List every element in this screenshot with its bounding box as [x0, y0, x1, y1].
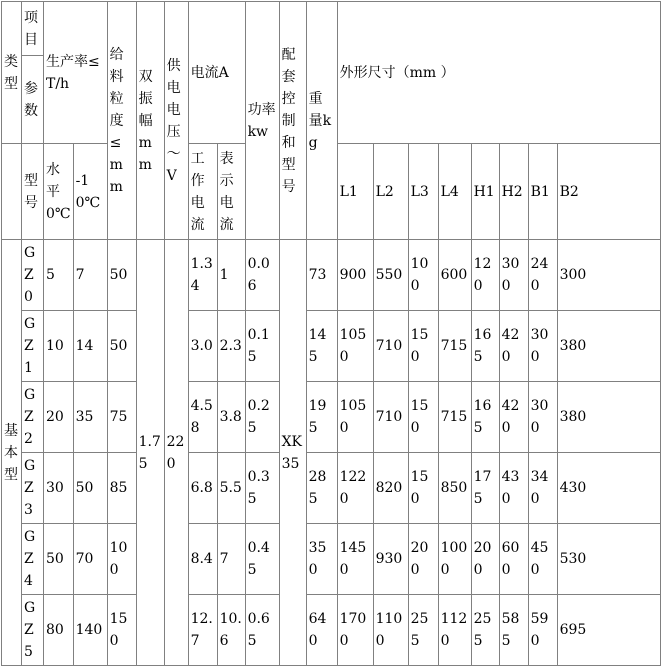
B1-cell: 590: [528, 595, 557, 666]
weight-cell: 285: [306, 453, 337, 524]
power-cell: 0.45: [245, 524, 279, 595]
H2-cell: 420: [499, 382, 528, 453]
H2-cell: 300: [499, 240, 528, 311]
meter-current-cell: 3.8: [217, 382, 245, 453]
L1-cell: 1700: [337, 595, 373, 666]
group-label: 基本型: [2, 240, 22, 666]
L3-cell: 200: [408, 524, 438, 595]
model-cell: GZ5: [22, 595, 44, 666]
granularity-cell: 150: [107, 595, 136, 666]
spec-table: [1, 1, 661, 666]
capacity-minus10c: 50: [73, 453, 107, 524]
granularity-cell: 75: [107, 382, 136, 453]
L3-cell: 150: [408, 311, 438, 382]
B1-cell: 340: [528, 453, 557, 524]
amplitude-header: 双振幅mm: [136, 2, 164, 240]
capacity-header: 生产率≤T/h: [44, 2, 108, 144]
model-cell: GZ2: [22, 382, 44, 453]
dim-col-L4: L4: [438, 144, 471, 240]
work-current-cell: 8.4: [188, 524, 217, 595]
H2-cell: 585: [499, 595, 528, 666]
H2-cell: 420: [499, 311, 528, 382]
dim-col-L3: L3: [408, 144, 438, 240]
H2-cell: 430: [499, 453, 528, 524]
amplitude-cell: 1.75: [136, 240, 164, 666]
capacity-minus10c: 140: [73, 595, 107, 666]
capacity-minus10c: 35: [73, 382, 107, 453]
L2-cell: 820: [373, 453, 408, 524]
meter-current-cell: 10.6: [217, 595, 245, 666]
H2-cell: 600: [499, 524, 528, 595]
work-current-cell: 4.58: [188, 382, 217, 453]
B2-cell: 530: [557, 524, 660, 595]
voltage-header: 供电 电压～V: [164, 2, 188, 240]
L3-cell: 255: [408, 595, 438, 666]
capacity-0c: 10: [44, 311, 74, 382]
dim-col-H1: H1: [471, 144, 499, 240]
dim-col-B2: B2: [557, 144, 660, 240]
weight-header: 重量kg: [306, 2, 337, 240]
weight-cell: 195: [306, 382, 337, 453]
dimensions-header: 外形尺寸（mm ）: [337, 2, 660, 144]
dim-col-L2: L2: [373, 144, 408, 240]
dim-col-H2: H2: [499, 144, 528, 240]
temp-water-header: 水平0℃: [44, 144, 74, 240]
work-current-header: 工作电流: [188, 144, 217, 240]
B1-cell: 450: [528, 524, 557, 595]
granularity-cell: 50: [107, 240, 136, 311]
model-cell: GZ1: [22, 311, 44, 382]
B1-cell: 300: [528, 311, 557, 382]
capacity-0c: 50: [44, 524, 74, 595]
work-current-cell: 3.0: [188, 311, 217, 382]
meter-current-cell: 7: [217, 524, 245, 595]
capacity-minus10c: 14: [73, 311, 107, 382]
item-header: 项目: [22, 2, 44, 56]
L3-cell: 100: [408, 240, 438, 311]
L4-cell: 600: [438, 240, 471, 311]
B2-cell: 430: [557, 453, 660, 524]
B2-cell: 380: [557, 382, 660, 453]
dim-col-L1: L1: [337, 144, 373, 240]
power-cell: 0.15: [245, 311, 279, 382]
L4-cell: 1120: [438, 595, 471, 666]
meter-current-header: 表示电流: [217, 144, 245, 240]
model-header: 型号: [22, 144, 44, 240]
capacity-minus10c: 70: [73, 524, 107, 595]
type-header: 类型: [2, 2, 22, 144]
capacity-minus10c: 7: [73, 240, 107, 311]
L4-cell: 1000: [438, 524, 471, 595]
B2-cell: 380: [557, 311, 660, 382]
granularity-cell: 85: [107, 453, 136, 524]
model-cell: GZ3: [22, 453, 44, 524]
controller-cell: XK35: [279, 240, 306, 666]
L4-cell: 715: [438, 382, 471, 453]
power-cell: 0.35: [245, 453, 279, 524]
meter-current-cell: 2.3: [217, 311, 245, 382]
L2-cell: 710: [373, 311, 408, 382]
B1-cell: 240: [528, 240, 557, 311]
L1-cell: 1220: [337, 453, 373, 524]
granularity-cell: 50: [107, 311, 136, 382]
work-current-cell: 1.34: [188, 240, 217, 311]
H1-cell: 120: [471, 240, 499, 311]
L4-cell: 850: [438, 453, 471, 524]
power-header: 功率kw: [245, 2, 279, 240]
H1-cell: 175: [471, 453, 499, 524]
current-header: 电流A: [188, 2, 245, 144]
power-cell: 0.06: [245, 240, 279, 311]
H1-cell: 165: [471, 382, 499, 453]
power-cell: 0.25: [245, 382, 279, 453]
weight-cell: 640: [306, 595, 337, 666]
L3-cell: 150: [408, 382, 438, 453]
granularity-cell: 100: [107, 524, 136, 595]
H1-cell: 255: [471, 595, 499, 666]
model-cell: GZ4: [22, 524, 44, 595]
L1-cell: 1450: [337, 524, 373, 595]
weight-cell: 145: [306, 311, 337, 382]
L1-cell: 1050: [337, 382, 373, 453]
B2-cell: 695: [557, 595, 660, 666]
L3-cell: 150: [408, 453, 438, 524]
temp-minus-header: -10℃: [73, 144, 107, 240]
weight-cell: 73: [306, 240, 337, 311]
L2-cell: 710: [373, 382, 408, 453]
L1-cell: 900: [337, 240, 373, 311]
capacity-0c: 30: [44, 453, 74, 524]
capacity-0c: 20: [44, 382, 74, 453]
L1-cell: 1050: [337, 311, 373, 382]
dim-col-B1: B1: [528, 144, 557, 240]
work-current-cell: 6.8: [188, 453, 217, 524]
L2-cell: 1100: [373, 595, 408, 666]
power-cell: 0.65: [245, 595, 279, 666]
param-header: 参数: [22, 56, 44, 144]
meter-current-cell: 1: [217, 240, 245, 311]
meter-current-cell: 5.5: [217, 453, 245, 524]
L4-cell: 715: [438, 311, 471, 382]
controller-header: 配套控制和型号: [279, 2, 306, 240]
capacity-0c: 5: [44, 240, 74, 311]
weight-cell: 350: [306, 524, 337, 595]
voltage-cell: 220: [164, 240, 188, 666]
L2-cell: 550: [373, 240, 408, 311]
H1-cell: 200: [471, 524, 499, 595]
work-current-cell: 12.7: [188, 595, 217, 666]
B1-cell: 300: [528, 382, 557, 453]
granularity-header: 给料粒度≤mm: [107, 2, 136, 240]
model-cell: GZ0: [22, 240, 44, 311]
H1-cell: 165: [471, 311, 499, 382]
B2-cell: 300: [557, 240, 660, 311]
L2-cell: 930: [373, 524, 408, 595]
capacity-0c: 80: [44, 595, 74, 666]
